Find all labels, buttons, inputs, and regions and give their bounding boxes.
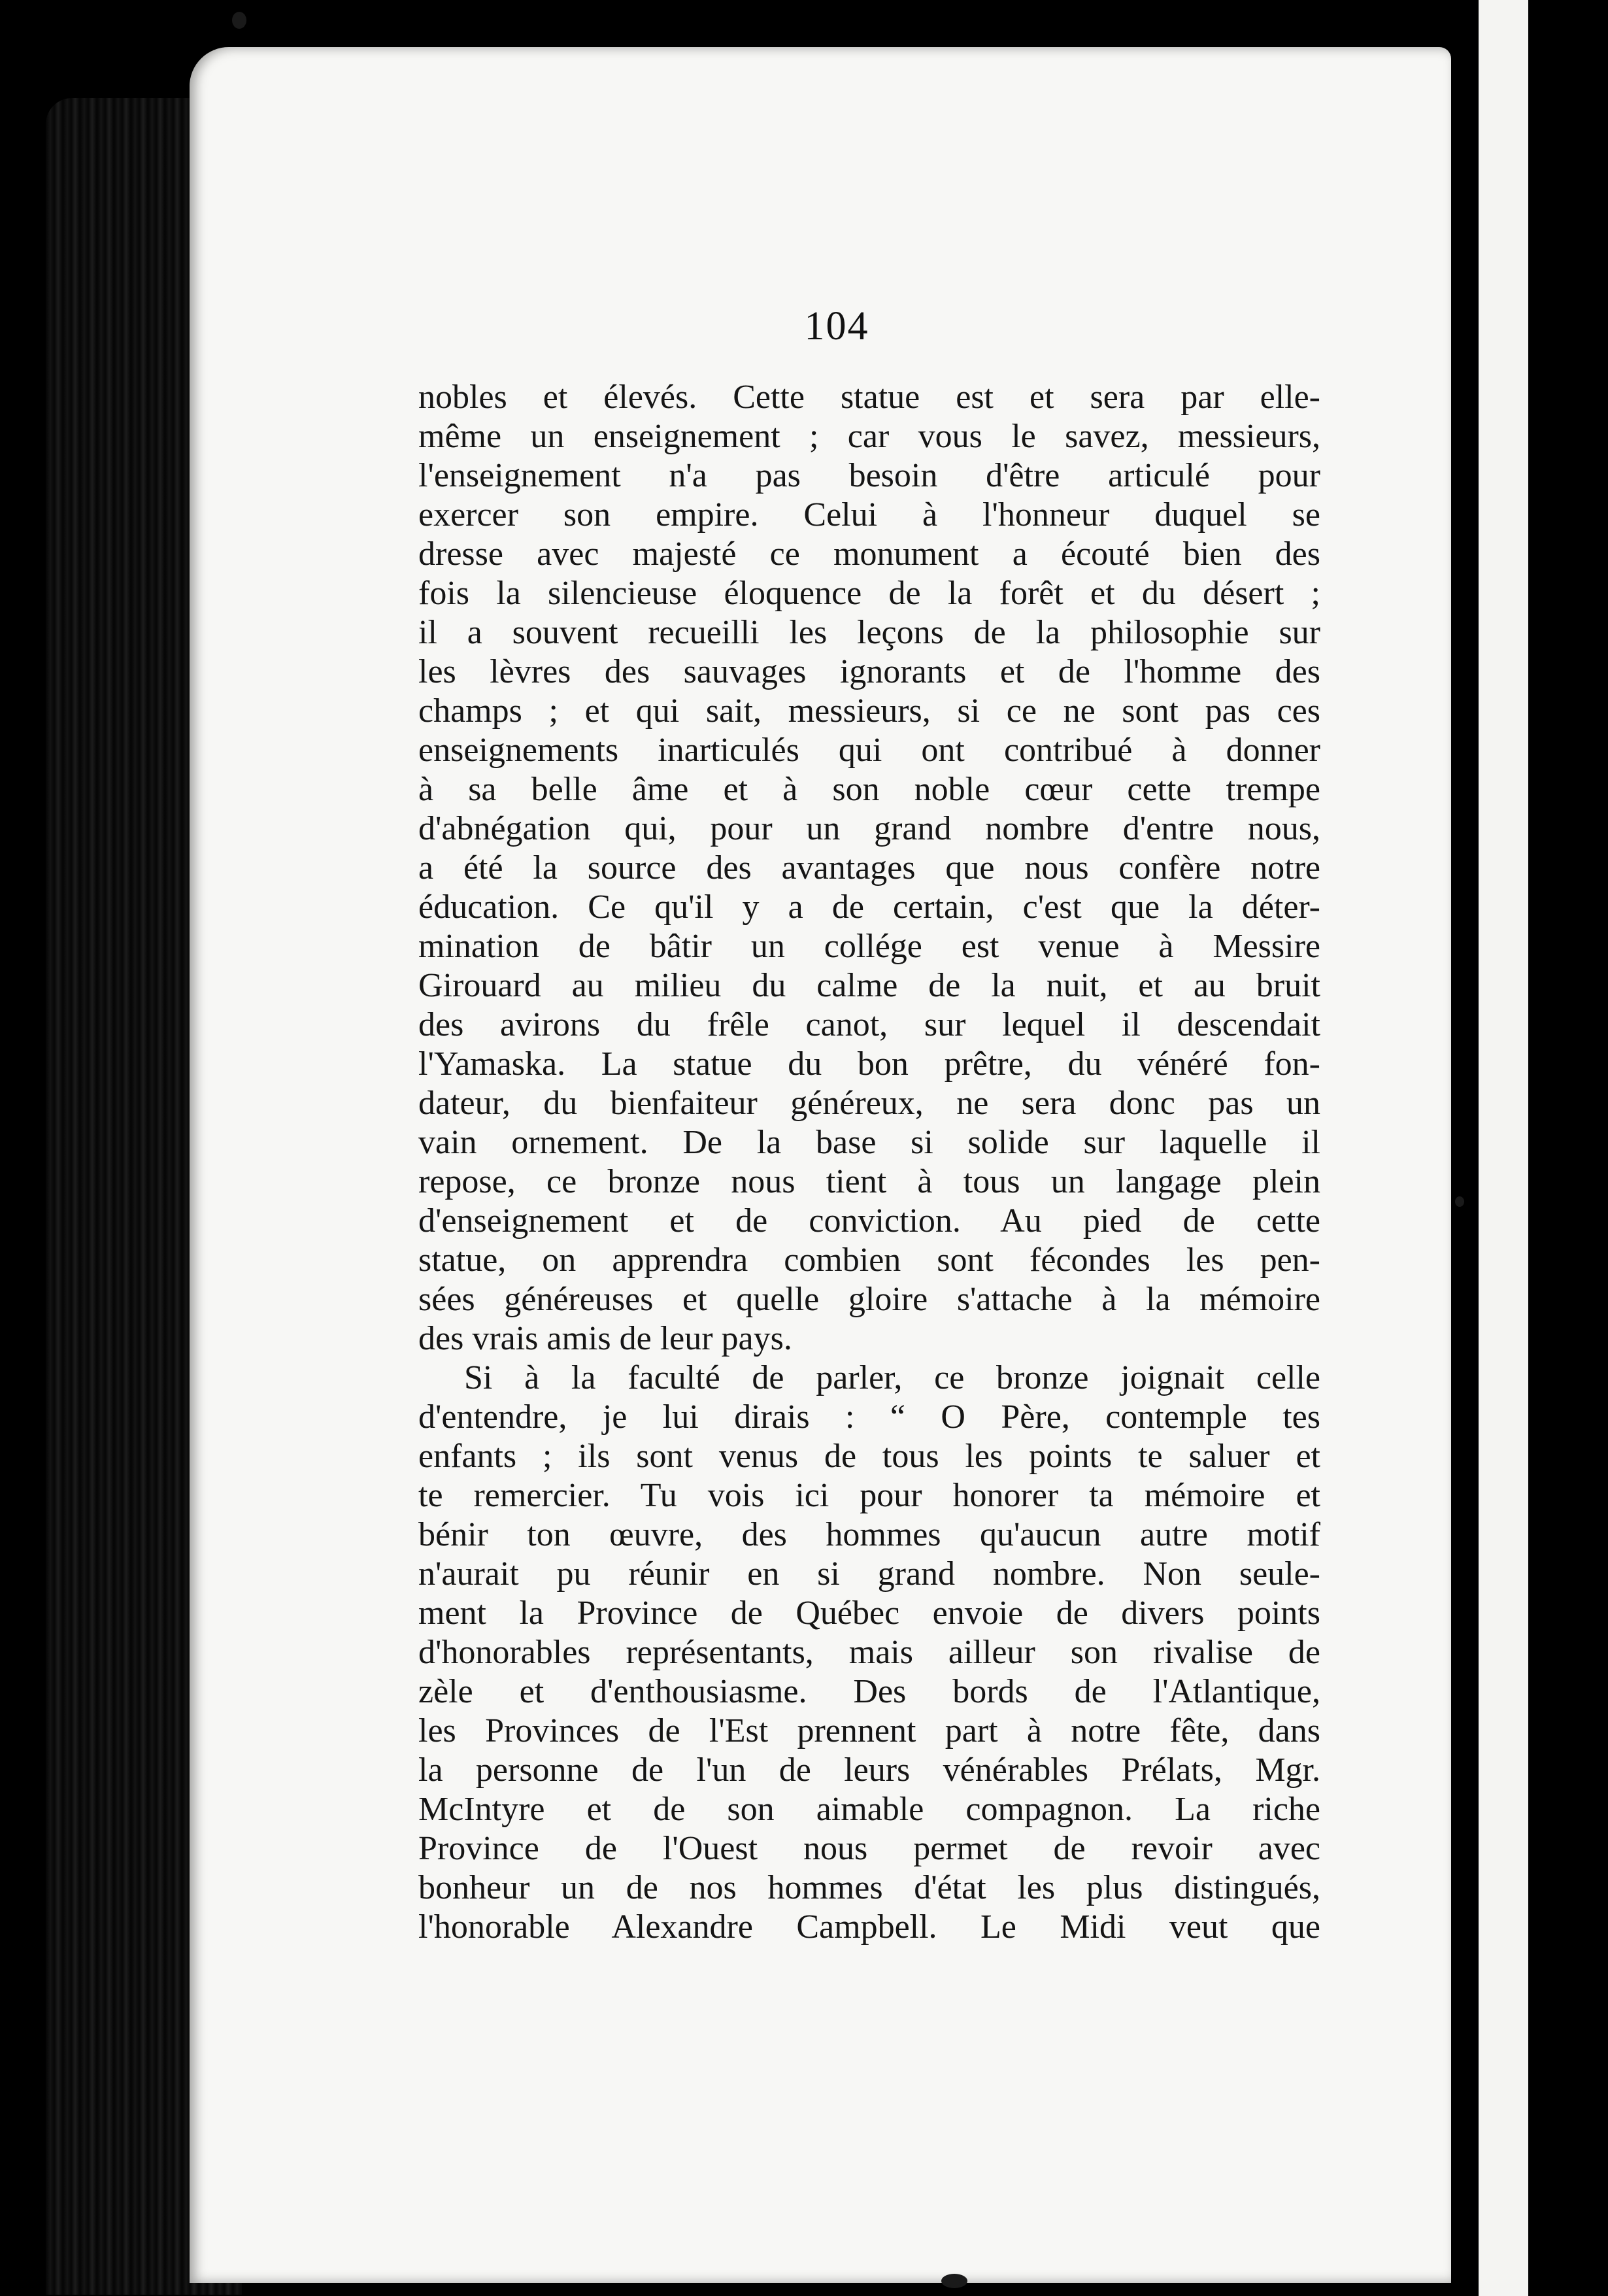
text-line: statue, on apprendra combien sont fécondes les pen- (418, 1241, 1320, 1279)
text-line: d'enseignement et de conviction. Au pied de cette (418, 1202, 1320, 1240)
text-line: bénir ton œuvre, des hommes qu'aucun autre motif (418, 1516, 1320, 1553)
text-line: Girouard au milieu du calme de la nuit, et au bruit (418, 967, 1320, 1004)
text-line: sées généreuses et quelle gloire s'attache à la mémoire (418, 1281, 1320, 1318)
text-line: même un enseignement ; car vous le savez, messieurs, (418, 418, 1320, 455)
text-line: Si à la faculté de parler, ce bronze joignait celle (464, 1359, 1320, 1396)
scan-speck (941, 2274, 967, 2288)
text-line: repose, ce bronze nous tient à tous un langage plein (418, 1163, 1320, 1200)
text-line: ment la Province de Québec envoie de divers points (418, 1595, 1320, 1632)
text-line: enfants ; ils sont venus de tous les points te saluer et (418, 1438, 1320, 1475)
text-line: bonheur un de nos hommes d'état les plus distingués, (418, 1869, 1320, 1906)
text-line: les Provinces de l'Est prennent part à notre fête, dans (418, 1712, 1320, 1749)
text-line: enseignements inarticulés qui ont contribué à donner (418, 732, 1320, 769)
text-line: exercer son empire. Celui à l'honneur duquel se (418, 496, 1320, 533)
text-line: n'aurait pu réunir en si grand nombre. Non seule- (418, 1555, 1320, 1593)
text-line: mination de bâtir un collége est venue à Messire (418, 928, 1320, 965)
text-line: champs ; et qui sait, messieurs, si ce ne sont pas ces (418, 692, 1320, 730)
text-line: dateur, du bienfaiteur généreux, ne sera donc pas un (418, 1085, 1320, 1122)
text-line: l'honorable Alexandre Campbell. Le Midi veut que (418, 1908, 1320, 1946)
page-number: 104 (804, 304, 869, 348)
text-line: l'Yamaska. La statue du bon prêtre, du vénéré fon- (418, 1045, 1320, 1083)
text-line: nobles et élevés. Cette statue est et sera par elle- (418, 379, 1320, 416)
scan-speck (232, 12, 246, 29)
text-line: l'enseignement n'a pas besoin d'être articulé pour (418, 457, 1320, 494)
next-page-edge (1479, 0, 1528, 2296)
text-line: les lèvres des sauvages ignorants et de l'homme des (418, 653, 1320, 690)
text-line: d'honorables représentants, mais ailleur son rivalise de (418, 1634, 1320, 1671)
text-line: Province de l'Ouest nous permet de revoir avec (418, 1830, 1320, 1867)
text-line: fois la silencieuse éloquence de la forêt et du désert ; (418, 575, 1320, 612)
text-line: d'entendre, je lui dirais : “ O Père, contemple tes (418, 1398, 1320, 1436)
text-line: éducation. Ce qu'il y a de certain, c'est que la déter- (418, 888, 1320, 926)
text-line: zèle et d'enthousiasme. Des bords de l'Atlantique, (418, 1673, 1320, 1710)
text-line: la personne de l'un de leurs vénérables Prélats, Mgr. (418, 1751, 1320, 1789)
text-line: McIntyre et de son aimable compagnon. La riche (418, 1791, 1320, 1828)
text-line: des avirons du frêle canot, sur lequel il descendait (418, 1006, 1320, 1043)
text-line: dresse avec majesté ce monument a écouté bien des (418, 535, 1320, 573)
body-text (418, 378, 1320, 1947)
text-line: des vrais amis de leur pays. (418, 1320, 792, 1357)
text-line: a été la source des avantages que nous confère notre (418, 849, 1320, 886)
text-line: te remercier. Tu vois ici pour honorer ta mémoire et (418, 1477, 1320, 1514)
text-line: il a souvent recueilli les leçons de la philosophie sur (418, 614, 1320, 651)
scan-speck (1455, 1196, 1464, 1207)
text-line: à sa belle âme et à son noble cœur cette trempe (418, 771, 1320, 808)
text-line: vain ornement. De la base si solide sur laquelle il (418, 1124, 1320, 1161)
text-line: d'abnégation qui, pour un grand nombre d'entre nous, (418, 810, 1320, 847)
